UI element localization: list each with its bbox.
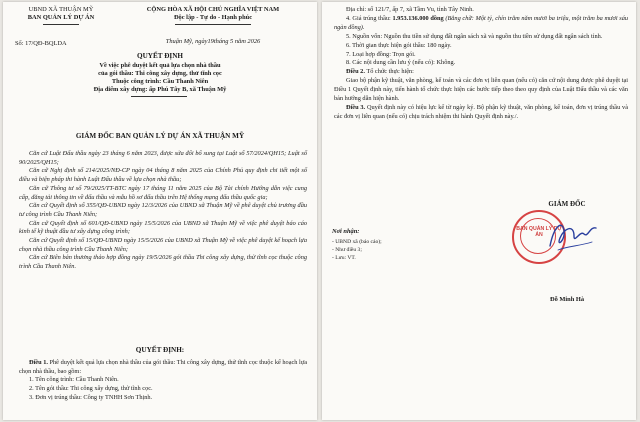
legal-bases (19, 150, 307, 272)
article-2-label: Điều 2. (346, 68, 365, 76)
header-rule-right (175, 24, 251, 25)
article-2-body: Giao bộ phận kỹ thuật, văn phòng, kế toán và các đơn vị liên quan (nếu có) căn cứ nội dung được phê duyệt tại Điều 1 Quyết định này, tiến hành tổ chức thực hiện các bước tiếp theo theo quy định của Luật Đấu thầu và các văn bản hướng dẫn hiện hành. (334, 77, 628, 103)
issuing-authority: UBND XÃ THUẬN MỸ (28, 6, 94, 13)
document-number: Số: 17/QĐ-BQLDA (15, 40, 67, 47)
decision-page-1 (3, 2, 317, 420)
legal-basis: Căn cứ Biên bản thương thảo hợp đồng ngày 19/5/2026 gói thầu Thi công xây dựng, thử tĩnh cọc thuộc công trình Cầu Thanh Niên. (19, 254, 307, 271)
document-type: QUYẾT ĐỊNH (137, 52, 183, 60)
subject-line-3: Thuộc công trình: Cầu Thanh Niên (111, 78, 209, 85)
subject-line-1: Về việc phê duyệt kết quả lựa chọn nhà thầu (99, 62, 221, 69)
list-item: 5. Nguồn vốn: Nguồn thu tiền sử dụng đất ngân sách xã và nguồn thu tiền sử dụng đất ngân sách tỉnh. (346, 32, 603, 40)
article-2-text: Tổ chức thực hiện: (364, 68, 414, 76)
signer-title: GIÁM ĐỐC (548, 200, 586, 208)
contractor-address: Địa chỉ: số 121/7, ấp 7, xã Tầm Vu, tỉnh Tây Ninh. (346, 6, 474, 13)
article-3-text: Quyết định này có hiệu lực kể từ ngày ký. Bộ phận kỹ thuật, văn phòng, kế toán, đơn vị trúng thầu và các đơn vị liên quan (nếu có) chịu trách nhiệm thi hành Quyết định này./. (334, 103, 628, 120)
place-date: Thuận Mỹ, ngày19tháng 5 năm 2026 (165, 38, 261, 45)
article-1-continued (334, 6, 628, 122)
list-item: 1. Tên công trình: Cầu Thanh Niên. (29, 376, 119, 384)
article-1 (19, 359, 307, 403)
list-item: 2. Tên gói thầu: Thi công xây dựng, thử tĩnh cọc. (29, 385, 153, 393)
legal-basis: Căn cứ Quyết định số 15/QĐ-UBND ngày 15/5/2026 của UBND xã Thuận Mỹ về việc phê duyệt kế hoạch lựa chọn nhà thầu công trình Cầu Thanh Niên; (19, 237, 307, 253)
article-1-label: Điều 1. (29, 359, 48, 366)
price-value: 1.953.136.000 đồng (392, 14, 444, 22)
legal-basis: Căn cứ Quyết định số 601/QĐ-UBND ngày 15/5/2026 của UBND xã Thuận Mỹ về việc phê duyệt báo cáo kinh tế kỹ thuật đầu tư xây dựng công trình; (19, 219, 307, 236)
price-in-words: (Bằng chữ: Một tỷ, chín trăm năm mươi ba triệu, một trăm ba mươi sáu ngàn đồng). (334, 14, 628, 31)
article-3-label: Điều 3. (346, 103, 366, 111)
list-item: 6. Thời gian thực hiện gói thầu: 180 ngày. (346, 41, 452, 49)
subject-line-2: của gói thầu: Thi công xây dựng, thử tĩnh cọc (98, 70, 222, 77)
signature-icon (544, 216, 600, 256)
stamp-text: BAN QUẢN LÝ DỰ ÁN (516, 226, 562, 238)
recipients-label: Nơi nhận: (332, 228, 360, 235)
legal-basis: Căn cứ Quyết định số 355/QĐ-UBND ngày 12/3/2026 của UBND xã Thuận Mỹ về phê duyệt chủ trương đầu tư công trình Cầu Thanh Niên; (19, 202, 307, 218)
legal-basis: Căn cứ Luật Đấu thầu ngày 23 tháng 6 năm 2023, được sửa đổi bổ sung tại Luật số 57/2024/QH15; Luật số 90/2025/QH15; (19, 150, 307, 166)
recipient-item: - Như điều 3; (332, 247, 362, 253)
signer-name: Đỗ Minh Hà (549, 296, 585, 303)
subject-rule (131, 96, 187, 97)
header-rule-left (43, 24, 79, 25)
national-title: CỘNG HÒA XÃ HỘI CHỦ NGHĨA VIỆT NAM (146, 6, 280, 13)
national-motto: Độc lập - Tự do - Hạnh phúc (173, 14, 253, 21)
recipient-item: - Lưu: VT. (332, 255, 356, 261)
list-item: 8. Các nội dung cần lưu ý (nếu có): Không. (346, 59, 456, 67)
list-item: 7. Loại hợp đồng: Trọn gói. (346, 50, 416, 58)
legal-basis: Căn cứ Thông tư số 79/2025/TT-BTC ngày 17 tháng 11 năm 2025 của Bộ Tài chính Hướng dẫn việc cung cấp, đăng tải thông tin về đấu thầu và mẫu hồ sơ đấu thầu trên Hệ thống mạng đấu thầu quốc gia; (19, 184, 307, 201)
price-label: 4. Giá trúng thầu: (346, 14, 393, 22)
legal-basis: Căn cứ Nghị định số 214/2025/NĐ-CP ngày 04 tháng 8 năm 2025 của Chính Phủ quy định chi tiết một số điều và biện pháp thi hành Luật Đấu thầu về lựa chọn nhà thầu; (19, 167, 307, 184)
authority-heading: GIÁM ĐỐC BAN QUẢN LÝ DỰ ÁN XÃ THUẬN MỸ (75, 132, 245, 140)
subject-line-4: Địa điểm xây dựng: ấp Phú Tây B, xã Thuận Mỹ (93, 86, 227, 93)
decision-page-2 (322, 2, 636, 420)
recipient-item: - UBND xã (báo cáo); (332, 239, 382, 245)
signature-block (322, 198, 636, 308)
decides-heading: QUYẾT ĐỊNH: (135, 346, 185, 354)
article-1-text: Phê duyệt kết quả lựa chọn nhà thầu của gói thầu: Thi công xây dựng, thử tĩnh cọc thuộc kế hoạch lựa chọn nhà thầu, bao gồm: (19, 359, 307, 375)
issuing-department: BAN QUẢN LÝ DỰ ÁN (27, 14, 95, 21)
list-item: 3. Đơn vị trúng thầu: Công ty TNHH Sơn Thịnh. (29, 393, 153, 401)
